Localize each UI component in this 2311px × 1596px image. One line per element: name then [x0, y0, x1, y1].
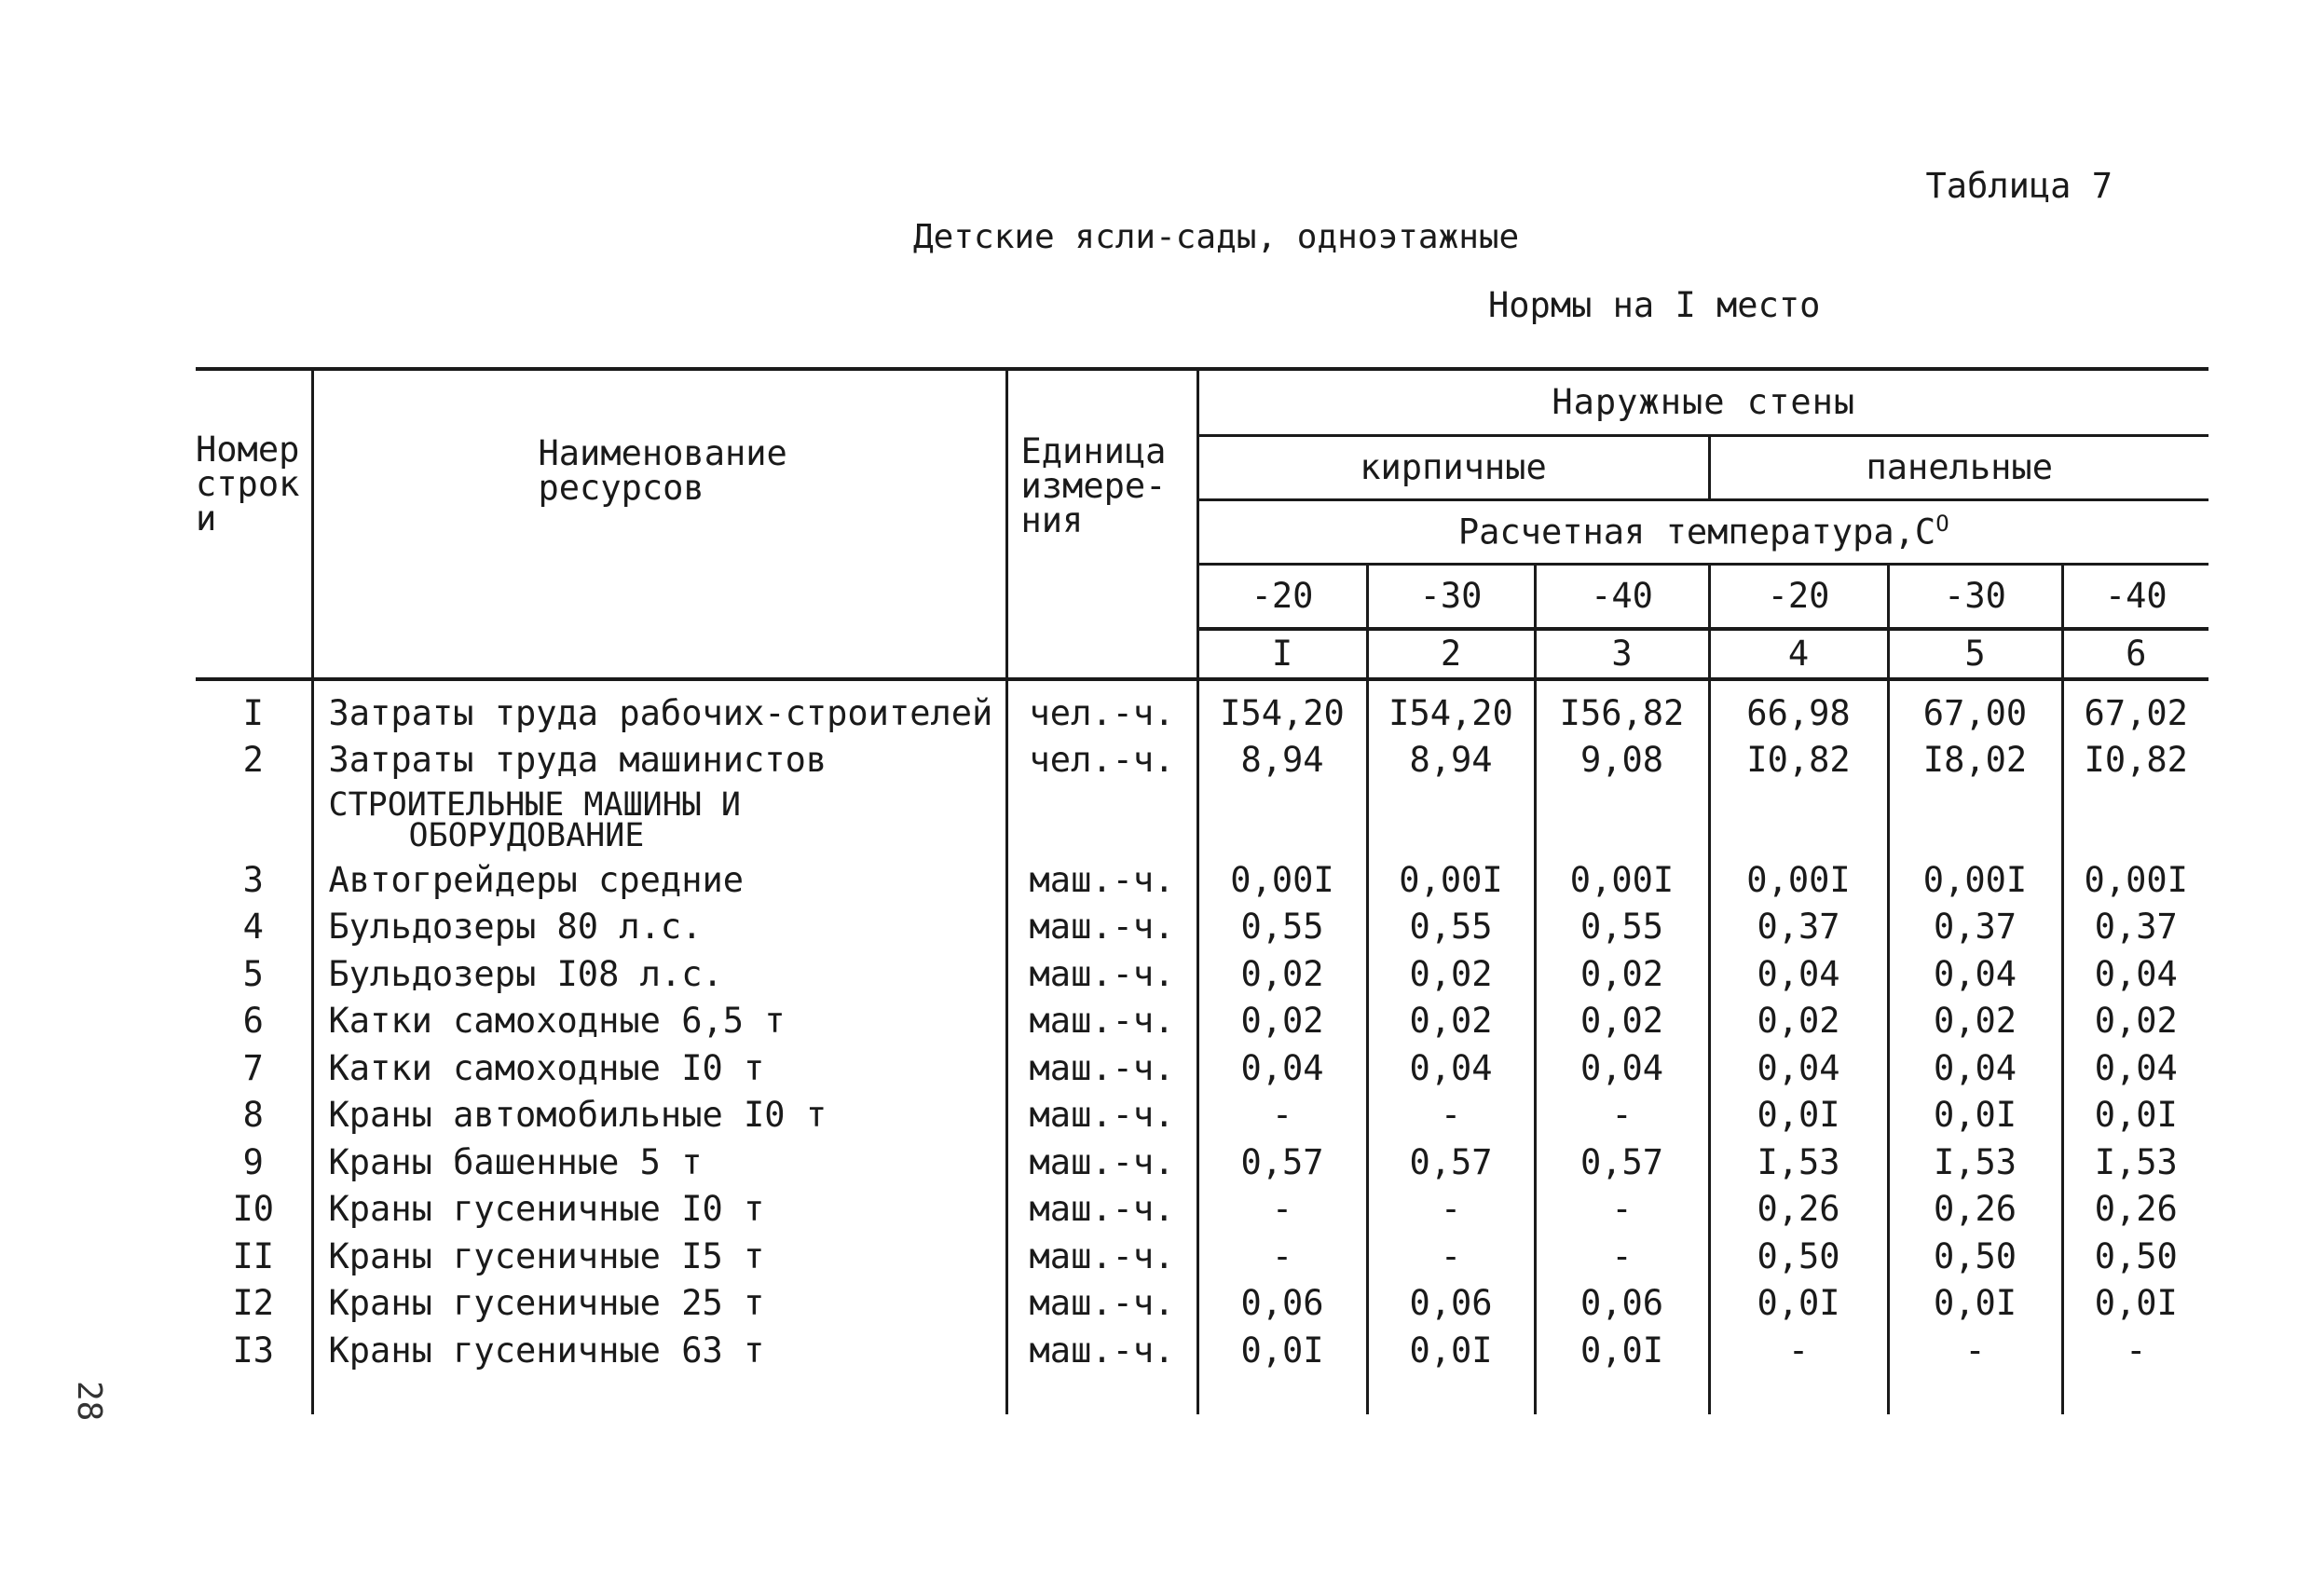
blank-cell — [1709, 784, 1888, 857]
temperature-header: -20 — [1709, 565, 1888, 630]
blank-cell — [196, 629, 312, 679]
value-cell: I8,02 — [1888, 738, 2062, 785]
row-number: 2 — [196, 738, 312, 785]
unit-cell: маш.-ч. — [1006, 905, 1197, 952]
header-row-number: Номер строки — [196, 369, 312, 629]
blank-cell — [196, 784, 312, 857]
row-number: 4 — [196, 905, 312, 952]
section-title — [312, 784, 1006, 857]
tail-row — [196, 1375, 2208, 1414]
value-cell: 0,04 — [1197, 1045, 1367, 1093]
header-brick: кирпичные — [1197, 436, 1709, 500]
spacer-cell — [1197, 679, 1367, 690]
value-cell: 0,00I — [1367, 857, 1535, 905]
unit-cell: маш.-ч. — [1006, 1234, 1197, 1281]
row-number: 6 — [196, 999, 312, 1046]
table-row — [196, 1328, 2208, 1375]
resource-name: Краны гусеничные 63 т — [312, 1328, 1006, 1375]
value-cell: 0,06 — [1367, 1281, 1535, 1329]
spacer-cell — [1535, 679, 1709, 690]
value-cell: 0,0I — [2094, 1095, 2178, 1136]
value-cell: - — [1367, 1234, 1535, 1281]
table-row — [196, 738, 2208, 785]
table-row — [196, 1045, 2208, 1093]
value-cell: - — [1709, 1328, 1888, 1375]
row-number: 3 — [196, 857, 312, 905]
value-cell: 0,04 — [1535, 1045, 1709, 1093]
value-cell: 8,94 — [1197, 738, 1367, 785]
value-cell: 0,0I — [2094, 1283, 2178, 1324]
blank-cell — [1888, 1375, 2062, 1414]
resource-name: Затраты труда машинистов — [312, 738, 1006, 785]
value-cell: - — [1535, 1234, 1709, 1281]
value-cell: 0,02 — [1367, 951, 1535, 999]
unit-cell: маш.-ч. — [1006, 999, 1197, 1046]
spacer-cell — [1888, 679, 2062, 690]
resource-name: Катки самоходные 6,5 т — [312, 999, 1006, 1046]
section-row — [196, 784, 2208, 857]
spacer-row — [196, 679, 2208, 690]
value-cell: 0,04 — [1888, 951, 2062, 999]
row-number: 7 — [196, 1045, 312, 1093]
unit-cell: маш.-ч. — [1006, 1187, 1197, 1235]
value-cell: - — [1197, 1187, 1367, 1235]
value-cell: I54,20 — [1197, 690, 1367, 738]
header-resource-name-text: Наименование ресурсов — [538, 433, 787, 508]
value-cell: 0,02 — [1709, 999, 1888, 1046]
value-cell: - — [1367, 1093, 1535, 1140]
value-cell: 0,37 — [2094, 907, 2178, 948]
table-row — [196, 857, 2208, 905]
value-cell: 67,00 — [1888, 690, 2062, 738]
row-number: I — [196, 690, 312, 738]
table-row — [196, 1281, 2208, 1329]
blank-cell — [1367, 784, 1535, 857]
resource-name: Катки самоходные I0 т — [312, 1045, 1006, 1093]
header-unit — [1006, 369, 1197, 629]
header-design-temperature-text: Расчетная температура,С — [1457, 512, 1936, 552]
blank-cell — [2062, 784, 2208, 857]
resource-name: Краны гусеничные I0 т — [312, 1187, 1006, 1235]
value-cell: 0,04 — [2094, 953, 2178, 994]
value-cell: 0,26 — [2094, 1189, 2178, 1230]
document-title: Детские ясли-сады, одноэтажные — [913, 218, 1520, 256]
value-cell: 0,37 — [1888, 905, 2062, 952]
value-cell: 0,04 — [1888, 1045, 2062, 1093]
value-cell: 0,0I — [1197, 1328, 1367, 1375]
table-row — [196, 1187, 2208, 1235]
spacer-cell — [2062, 679, 2208, 690]
table-label: Таблица 7 — [1925, 166, 2113, 206]
table-row — [196, 951, 2208, 999]
value-cell: - — [1197, 1234, 1367, 1281]
temperature-header: -30 — [1367, 565, 1535, 630]
blank-cell — [1006, 629, 1197, 679]
value-cell: - — [1535, 1093, 1709, 1140]
blank-cell — [1197, 784, 1367, 857]
unit-cell: маш.-ч. — [1006, 951, 1197, 999]
value-cell: - — [2126, 1330, 2147, 1371]
column-number: 6 — [2062, 629, 2208, 679]
row-number: II — [196, 1234, 312, 1281]
value-cell: 0,04 — [1709, 1045, 1888, 1093]
value-cell: 0,26 — [1709, 1187, 1888, 1235]
header-resource-name — [312, 369, 1006, 629]
value-cell: 0,55 — [1197, 905, 1367, 952]
column-number: 3 — [1535, 629, 1709, 679]
value-cell: I0,82 — [2084, 740, 2188, 781]
value-cell: I,53 — [1888, 1139, 2062, 1187]
value-cell: 0,02 — [1367, 999, 1535, 1046]
value-cell: - — [1888, 1328, 2062, 1375]
spacer-cell — [1006, 679, 1197, 690]
resource-name: Бульдозеры 80 л.с. — [312, 905, 1006, 952]
section-title-line2: ОБОРУДОВАНИЕ — [408, 817, 645, 854]
norms-label: Нормы на I место — [1488, 285, 1821, 325]
value-cell: 0,50 — [1709, 1234, 1888, 1281]
value-cell: I56,82 — [1535, 690, 1709, 738]
table-row — [196, 905, 2208, 952]
column-number: I — [1197, 629, 1367, 679]
temperature-header: -40 — [2062, 565, 2208, 630]
value-cell: 0,0I — [1367, 1328, 1535, 1375]
value-cell: I0,82 — [1709, 738, 1888, 785]
header-unit-text: Единица измере- ния — [1020, 431, 1167, 540]
value-cell: 0,02 — [1888, 999, 2062, 1046]
resource-name: Затраты труда рабочих-строителей — [312, 690, 1006, 738]
table-row — [196, 1139, 2208, 1187]
blank-cell — [1535, 1375, 1709, 1414]
spacer-cell — [312, 679, 1006, 690]
blank-cell — [1888, 784, 2062, 857]
resource-name: Бульдозеры I08 л.с. — [312, 951, 1006, 999]
blank-cell — [1006, 1375, 1197, 1414]
resource-name: Краны гусеничные 25 т — [312, 1281, 1006, 1329]
spacer-cell — [196, 679, 312, 690]
column-number: 5 — [1888, 629, 2062, 679]
resource-name: Краны башенные 5 т — [312, 1139, 1006, 1187]
value-cell: 0,0I — [1709, 1093, 1888, 1140]
temperature-header: -20 — [1197, 565, 1367, 630]
blank-cell — [2062, 1375, 2208, 1414]
value-cell: 0,00I — [1888, 857, 2062, 905]
header-design-temperature — [1197, 500, 2208, 565]
header-panel: панельные — [1709, 436, 2208, 500]
page-number: 28 — [70, 1381, 108, 1422]
value-cell: 0,57 — [1367, 1139, 1535, 1187]
value-cell: - — [1535, 1187, 1709, 1235]
value-cell: 0,06 — [1197, 1281, 1367, 1329]
value-cell: 8,94 — [1367, 738, 1535, 785]
unit-cell: маш.-ч. — [1006, 1281, 1197, 1329]
row-number: 9 — [196, 1139, 312, 1187]
unit-cell: маш.-ч. — [1006, 857, 1197, 905]
value-cell: 0,02 — [1535, 951, 1709, 999]
blank-cell — [312, 1375, 1006, 1414]
value-cell: 67,02 — [2084, 692, 2188, 733]
table-row — [196, 1234, 2208, 1281]
resource-name: Автогрейдеры средние — [312, 857, 1006, 905]
blank-cell — [196, 1375, 312, 1414]
spacer-cell — [1367, 679, 1535, 690]
value-cell: - — [1367, 1187, 1535, 1235]
blank-cell — [1006, 784, 1197, 857]
unit-cell: чел.-ч. — [1006, 690, 1197, 738]
value-cell: 9,08 — [1535, 738, 1709, 785]
value-cell: 0,57 — [1197, 1139, 1367, 1187]
unit-cell: чел.-ч. — [1006, 738, 1197, 785]
value-cell: 0,02 — [2094, 1001, 2178, 1042]
value-cell: 0,37 — [1709, 905, 1888, 952]
value-cell: 0,00I — [1709, 857, 1888, 905]
temperature-header: -30 — [1888, 565, 2062, 630]
value-cell: I,53 — [2094, 1141, 2178, 1182]
value-cell: 0,0I — [1888, 1281, 2062, 1329]
degree-superscript: O — [1935, 511, 1949, 538]
value-cell: 0,0I — [1888, 1093, 2062, 1140]
value-cell: 0,57 — [1535, 1139, 1709, 1187]
value-cell: 0,55 — [1535, 905, 1709, 952]
value-cell: - — [1197, 1093, 1367, 1140]
blank-cell — [1367, 1375, 1535, 1414]
value-cell: 0,00I — [1197, 857, 1367, 905]
row-number: I2 — [196, 1281, 312, 1329]
table-row — [196, 999, 2208, 1046]
value-cell: 0,02 — [1197, 951, 1367, 999]
spacer-cell — [1709, 679, 1888, 690]
unit-cell: маш.-ч. — [1006, 1139, 1197, 1187]
value-cell: 0,04 — [1709, 951, 1888, 999]
value-cell: 0,04 — [1367, 1045, 1535, 1093]
value-cell: 0,00I — [2084, 859, 2188, 900]
unit-cell: маш.-ч. — [1006, 1045, 1197, 1093]
unit-cell: маш.-ч. — [1006, 1328, 1197, 1375]
column-number: 4 — [1709, 629, 1888, 679]
row-number: I3 — [196, 1328, 312, 1375]
norms-table — [196, 367, 2208, 1414]
value-cell: 0,0I — [1535, 1328, 1709, 1375]
blank-cell — [1709, 1375, 1888, 1414]
resource-name: Краны гусеничные I5 т — [312, 1234, 1006, 1281]
blank-cell — [1197, 1375, 1367, 1414]
row-number: 8 — [196, 1093, 312, 1140]
section-title-line1: СТРОИТЕЛЬНЫЕ МАШИНЫ И — [328, 785, 742, 824]
value-cell: 66,98 — [1709, 690, 1888, 738]
value-cell: 0,26 — [1888, 1187, 2062, 1235]
unit-cell: маш.-ч. — [1006, 1093, 1197, 1140]
value-cell: 0,00I — [1535, 857, 1709, 905]
blank-cell — [1535, 784, 1709, 857]
row-number: I0 — [196, 1187, 312, 1235]
table-row — [196, 690, 2208, 738]
temperature-header: -40 — [1535, 565, 1709, 630]
table-row — [196, 1093, 2208, 1140]
column-number: 2 — [1367, 629, 1535, 679]
value-cell: 0,06 — [1535, 1281, 1709, 1329]
value-cell: I54,20 — [1367, 690, 1535, 738]
row-number: 5 — [196, 951, 312, 999]
resource-name: Краны автомобильные I0 т — [312, 1093, 1006, 1140]
value-cell: I,53 — [1709, 1139, 1888, 1187]
value-cell: 0,0I — [1709, 1281, 1888, 1329]
value-cell: 0,50 — [2094, 1235, 2178, 1276]
value-cell: 0,50 — [1888, 1234, 2062, 1281]
header-outer-walls: Наружные стены — [1197, 369, 2208, 436]
value-cell: 0,02 — [1535, 999, 1709, 1046]
blank-cell — [312, 629, 1006, 679]
value-cell: 0,04 — [2094, 1047, 2178, 1088]
value-cell: 0,55 — [1367, 905, 1535, 952]
value-cell: 0,02 — [1197, 999, 1367, 1046]
